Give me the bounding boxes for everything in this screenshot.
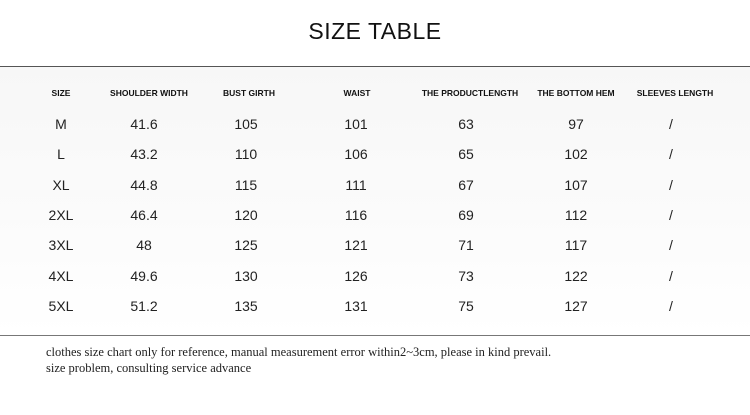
cell-waist: 131 — [344, 298, 368, 314]
cell-bust-girth: 120 — [234, 207, 258, 223]
page-title: SIZE TABLE — [308, 18, 442, 44]
cell-waist: 126 — [344, 268, 368, 284]
cell-bust-girth: 110 — [234, 146, 258, 162]
cell-sleeves-length: / — [669, 116, 673, 132]
cell-bottom-hem: 117 — [564, 237, 588, 253]
cell-bottom-hem: 107 — [564, 177, 588, 193]
cell-shoulder-width: 51.2 — [130, 298, 158, 314]
cell-sleeves-length: / — [669, 237, 673, 253]
cell-bust-girth: 130 — [234, 268, 258, 284]
cell-size: 2XL — [48, 207, 74, 223]
cell-shoulder-width: 41.6 — [130, 116, 158, 132]
cell-sleeves-length: / — [669, 268, 673, 284]
cell-product-length: 73 — [458, 268, 474, 284]
title-band — [0, 0, 750, 66]
cell-sleeves-length: / — [669, 298, 673, 314]
table-top-divider — [0, 66, 750, 67]
cell-product-length: 67 — [458, 177, 474, 193]
cell-product-length: 75 — [458, 298, 474, 314]
cell-bust-girth: 125 — [234, 237, 258, 253]
table-bottom-divider — [0, 335, 750, 336]
header-product-length: THE PRODUCTLENGTH — [421, 88, 519, 98]
cell-shoulder-width: 44.8 — [130, 177, 158, 193]
cell-bust-girth: 135 — [234, 298, 258, 314]
cell-product-length: 65 — [458, 146, 474, 162]
size-table — [0, 66, 750, 336]
cell-product-length: 63 — [458, 116, 474, 132]
cell-waist: 116 — [344, 207, 368, 223]
header-sleeves-length: SLEEVES LENGTH — [636, 88, 714, 98]
cell-waist: 121 — [344, 237, 368, 253]
cell-bust-girth: 115 — [234, 177, 258, 193]
cell-shoulder-width: 48 — [136, 237, 152, 253]
cell-bottom-hem: 127 — [564, 298, 588, 314]
note-reference: clothes size chart only for reference, manual measurement error within2~3cm, please in kind prevail. — [46, 345, 552, 359]
note-consulting: size problem, consulting service advance — [46, 361, 252, 375]
cell-shoulder-width: 49.6 — [130, 268, 158, 284]
cell-bottom-hem: 102 — [564, 146, 588, 162]
cell-bottom-hem: 97 — [568, 116, 584, 132]
cell-size: 4XL — [48, 268, 74, 284]
cell-sleeves-length: / — [669, 177, 673, 193]
cell-bust-girth: 105 — [234, 116, 258, 132]
cell-product-length: 71 — [458, 237, 474, 253]
cell-sleeves-length: / — [669, 146, 673, 162]
cell-waist: 111 — [345, 177, 367, 193]
cell-shoulder-width: 46.4 — [130, 207, 158, 223]
cell-size: L — [57, 146, 65, 162]
cell-waist: 106 — [344, 146, 368, 162]
header-bust-girth: BUST GIRTH — [223, 88, 275, 98]
cell-waist: 101 — [344, 116, 368, 132]
cell-shoulder-width: 43.2 — [130, 146, 158, 162]
cell-size: 3XL — [48, 237, 74, 253]
cell-size: 5XL — [48, 298, 74, 314]
cell-product-length: 69 — [458, 207, 474, 223]
header-shoulder-width: SHOULDER WIDTH — [110, 88, 188, 98]
cell-bottom-hem: 112 — [564, 207, 588, 223]
cell-size: XL — [52, 177, 70, 193]
cell-bottom-hem: 122 — [564, 268, 588, 284]
cell-size: M — [55, 116, 67, 132]
header-waist: WAIST — [343, 88, 371, 98]
cell-sleeves-length: / — [669, 207, 673, 223]
header-size: SIZE — [51, 88, 71, 98]
header-bottom-hem: THE BOTTOM HEM — [537, 88, 615, 98]
